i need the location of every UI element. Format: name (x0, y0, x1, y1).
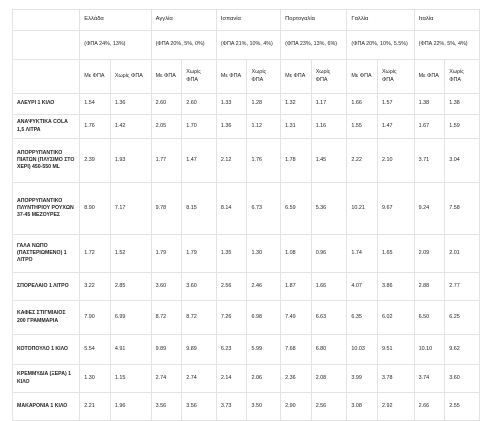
price-without-vat: 1.47 (377, 115, 414, 139)
price-without-vat: 3.56 (182, 393, 217, 421)
price-without-vat: 1.93 (110, 139, 151, 183)
price-without-vat: 7.58 (445, 183, 480, 235)
vat-rate-row (13, 31, 480, 60)
price-without-vat: 6.99 (110, 301, 151, 335)
with-vat-label: Με ΦΠΑ (347, 60, 378, 94)
price-with-vat: 2.22 (347, 139, 378, 183)
price-with-vat: 1.87 (281, 273, 312, 301)
product-name: ΣΠΟΡΕΛΑΙΟ 1 ΛΙΤΡΟ (13, 273, 80, 301)
price-with-vat: 1.08 (281, 235, 312, 273)
price-with-vat: 2.88 (414, 273, 445, 301)
price-without-vat: 1.45 (311, 139, 347, 183)
price-with-vat: 1.35 (216, 235, 247, 273)
price-with-vat: 1.76 (80, 115, 111, 139)
price-without-vat: 2.60 (182, 94, 217, 115)
price-with-vat: 1.30 (80, 365, 111, 393)
price-with-vat: 1.78 (281, 139, 312, 183)
price-without-vat: 1.52 (110, 235, 151, 273)
price-with-vat: 2.56 (216, 273, 247, 301)
price-with-vat: 1.36 (216, 115, 247, 139)
price-without-vat: 6.02 (377, 301, 414, 335)
vat-uk: (ΦΠΑ 20%, 5%, 0%) (151, 31, 216, 60)
table-row (13, 335, 480, 365)
price-without-vat: 4.91 (110, 335, 151, 365)
table-row (13, 94, 480, 115)
with-vat-label: Με ΦΠΑ (216, 60, 247, 94)
price-with-vat: 9.24 (414, 183, 445, 235)
table-row (13, 115, 480, 139)
price-with-vat: 1.66 (347, 94, 378, 115)
price-with-vat: 8.90 (80, 183, 111, 235)
with-vat-label: Με ΦΠΑ (281, 60, 312, 94)
vat-greece: (ΦΠΑ 24%, 13%) (80, 31, 151, 60)
country-header-row (13, 10, 480, 31)
price-with-vat: 8.14 (216, 183, 247, 235)
price-without-vat: 6.73 (247, 183, 281, 235)
vat-portugal: (ΦΠΑ 23%, 13%, 6%) (281, 31, 347, 60)
country-uk: Αγγλία (151, 10, 216, 31)
price-with-vat: 1.33 (216, 94, 247, 115)
product-name: ΑΝΑΨΥΚΤΙΚΑ COLA 1,5 ΛΙΤΡΑ (13, 115, 80, 139)
price-with-vat: 1.72 (80, 235, 111, 273)
price-with-vat: 2.60 (151, 94, 182, 115)
price-with-vat: 2.74 (151, 365, 182, 393)
table-row (13, 273, 480, 301)
price-without-vat: 1.15 (110, 365, 151, 393)
product-name: ΜΑΚΑΡΟΝΙΑ 1 ΚΙΛΟ (13, 393, 80, 421)
price-with-vat: 3.99 (347, 365, 378, 393)
price-with-vat: 2.39 (80, 139, 111, 183)
price-without-vat: 3.04 (445, 139, 480, 183)
product-name: ΚΑΦΕΣ ΣΤΙΓΜΙΑΙΟΣ 200 ΓΡΑΜΜΑΡΙΑ (13, 301, 80, 335)
price-without-vat: 1.96 (110, 393, 151, 421)
price-with-vat: 1.74 (347, 235, 378, 273)
country-greece: Ελλάδα (80, 10, 151, 31)
price-without-vat: 6.25 (445, 301, 480, 335)
vat-corner (13, 31, 80, 60)
price-with-vat: 1.77 (151, 139, 182, 183)
price-with-vat: 1.55 (347, 115, 378, 139)
price-with-vat: 2.36 (281, 365, 312, 393)
price-without-vat: 6.98 (247, 301, 281, 335)
price-without-vat: 2.08 (311, 365, 347, 393)
price-without-vat: 1.30 (247, 235, 281, 273)
price-with-vat: 10.21 (347, 183, 378, 235)
price-with-vat: 2.12 (216, 139, 247, 183)
vat-france: (ΦΠΑ 20%, 10%, 5.5%) (347, 31, 414, 60)
country-italy: Ιταλία (414, 10, 479, 31)
price-without-vat: 5.36 (311, 183, 347, 235)
price-with-vat: 6.59 (281, 183, 312, 235)
price-without-vat: 5.99 (247, 335, 281, 365)
product-name: ΑΛΕΥΡΙ 1 ΚΙΛΟ (13, 94, 80, 115)
price-with-vat: 2.90 (281, 393, 312, 421)
price-with-vat: 1.54 (80, 94, 111, 115)
price-without-vat: 3.50 (247, 393, 281, 421)
price-without-vat: 7.17 (110, 183, 151, 235)
without-vat-label: Χωρίς ΦΠΑ (311, 60, 347, 94)
price-without-vat: 3.60 (445, 365, 480, 393)
price-with-vat: 9.78 (151, 183, 182, 235)
vat-spain: (ΦΠΑ 21%, 10%, 4%) (216, 31, 280, 60)
price-with-vat: 1.31 (281, 115, 312, 139)
price-without-vat: 6.80 (311, 335, 347, 365)
price-without-vat: 2.46 (247, 273, 281, 301)
price-with-vat: 1.79 (151, 235, 182, 273)
table-row (13, 393, 480, 421)
price-with-vat: 4.07 (347, 273, 378, 301)
without-vat-label: Χωρίς ΦΠΑ (110, 60, 151, 94)
price-type-corner (13, 60, 80, 94)
price-without-vat: 2.92 (377, 393, 414, 421)
price-without-vat: 1.42 (110, 115, 151, 139)
price-with-vat: 2.05 (151, 115, 182, 139)
price-without-vat: 8.15 (182, 183, 217, 235)
table-row (13, 301, 480, 335)
price-without-vat: 1.76 (247, 139, 281, 183)
price-with-vat: 1.32 (281, 94, 312, 115)
price-with-vat: 3.73 (216, 393, 247, 421)
price-without-vat: 1.66 (311, 273, 347, 301)
price-without-vat: 1.47 (182, 139, 217, 183)
product-name: ΓΑΛΑ ΝΩΠΟ (ΠΑΣΤΕΡΙΩΜΕΝΟ) 1 ΛΙΤΡΟ (13, 235, 80, 273)
without-vat-label: Χωρίς ΦΠΑ (182, 60, 217, 94)
price-without-vat: 1.59 (445, 115, 480, 139)
country-portugal: Πορτογαλία (281, 10, 347, 31)
price-with-vat: 2.14 (216, 365, 247, 393)
price-with-vat: 6.23 (216, 335, 247, 365)
price-with-vat: 7.26 (216, 301, 247, 335)
table-row (13, 365, 480, 393)
price-without-vat: 1.57 (377, 94, 414, 115)
price-with-vat: 2.09 (414, 235, 445, 273)
price-with-vat: 1.67 (414, 115, 445, 139)
price-without-vat: 1.17 (311, 94, 347, 115)
country-spain: Ισπανία (216, 10, 280, 31)
price-with-vat: 3.08 (347, 393, 378, 421)
price-with-vat: 2.66 (414, 393, 445, 421)
price-with-vat: 6.35 (347, 301, 378, 335)
price-with-vat: 3.22 (80, 273, 111, 301)
price-without-vat: 3.60 (182, 273, 217, 301)
price-without-vat: 2.74 (182, 365, 217, 393)
country-france: Γαλλία (347, 10, 414, 31)
product-name: ΚΟΤΟΠΟΥΛΟ 1 ΚΙΛΟ (13, 335, 80, 365)
product-name: ΚΡΕΜΜΥΔΙΑ (ΞΕΡΑ) 1 ΚΙΛΟ (13, 365, 80, 393)
price-without-vat: 8.72 (182, 301, 217, 335)
with-vat-label: Με ΦΠΑ (80, 60, 111, 94)
price-with-vat: 3.56 (151, 393, 182, 421)
price-without-vat: 2.77 (445, 273, 480, 301)
price-comparison-table (12, 9, 480, 421)
price-type-row (13, 60, 480, 94)
price-without-vat: 1.79 (182, 235, 217, 273)
price-with-vat: 5.54 (80, 335, 111, 365)
price-with-vat: 2.21 (80, 393, 111, 421)
table-row (13, 183, 480, 235)
price-without-vat: 9.89 (182, 335, 217, 365)
price-with-vat: 9.89 (151, 335, 182, 365)
header-corner (13, 10, 80, 31)
price-without-vat: 3.78 (377, 365, 414, 393)
price-without-vat: 1.38 (445, 94, 480, 115)
vat-italy: (ΦΠΑ 22%, 5%, 4%) (414, 31, 479, 60)
product-name: ΑΠΟΡΡΥΠΑΝΤΙΚΟ ΠΙΑΤΩΝ (ΠΛΥΣΙΜΟ ΣΤΟ ΧΕΡΙ) 450-550 ML (13, 139, 80, 183)
price-without-vat: 2.55 (445, 393, 480, 421)
price-without-vat: 1.36 (110, 94, 151, 115)
price-without-vat: 2.10 (377, 139, 414, 183)
price-with-vat: 3.71 (414, 139, 445, 183)
price-without-vat: 9.62 (445, 335, 480, 365)
price-without-vat: 0.96 (311, 235, 347, 273)
price-with-vat: 3.74 (414, 365, 445, 393)
with-vat-label: Με ΦΠΑ (414, 60, 445, 94)
price-with-vat: 7.68 (281, 335, 312, 365)
without-vat-label: Χωρίς ΦΠΑ (247, 60, 281, 94)
price-without-vat: 2.56 (311, 393, 347, 421)
price-with-vat: 7.49 (281, 301, 312, 335)
price-without-vat: 3.86 (377, 273, 414, 301)
price-without-vat: 1.12 (247, 115, 281, 139)
price-without-vat: 9.51 (377, 335, 414, 365)
table-row (13, 235, 480, 273)
without-vat-label: Χωρίς ΦΠΑ (445, 60, 480, 94)
price-without-vat: 9.67 (377, 183, 414, 235)
price-without-vat: 1.16 (311, 115, 347, 139)
price-without-vat: 2.01 (445, 235, 480, 273)
price-without-vat: 2.85 (110, 273, 151, 301)
product-name: ΑΠΟΡΡΥΠΑΝΤΙΚΟ ΠΛΥΝΤΗΡΙΟΥ ΡΟΥΧΩΝ 37-45 ΜΕΖΟΥΡΕΣ (13, 183, 80, 235)
price-with-vat: 7.90 (80, 301, 111, 335)
price-with-vat: 10.10 (414, 335, 445, 365)
price-with-vat: 1.38 (414, 94, 445, 115)
price-without-vat: 1.70 (182, 115, 217, 139)
table-row (13, 139, 480, 183)
price-with-vat: 10.03 (347, 335, 378, 365)
with-vat-label: Με ΦΠΑ (151, 60, 182, 94)
price-without-vat: 1.65 (377, 235, 414, 273)
without-vat-label: Χωρίς ΦΠΑ (377, 60, 414, 94)
price-without-vat: 2.06 (247, 365, 281, 393)
price-with-vat: 3.60 (151, 273, 182, 301)
price-with-vat: 8.72 (151, 301, 182, 335)
price-without-vat: 1.28 (247, 94, 281, 115)
price-with-vat: 6.50 (414, 301, 445, 335)
price-without-vat: 6.63 (311, 301, 347, 335)
